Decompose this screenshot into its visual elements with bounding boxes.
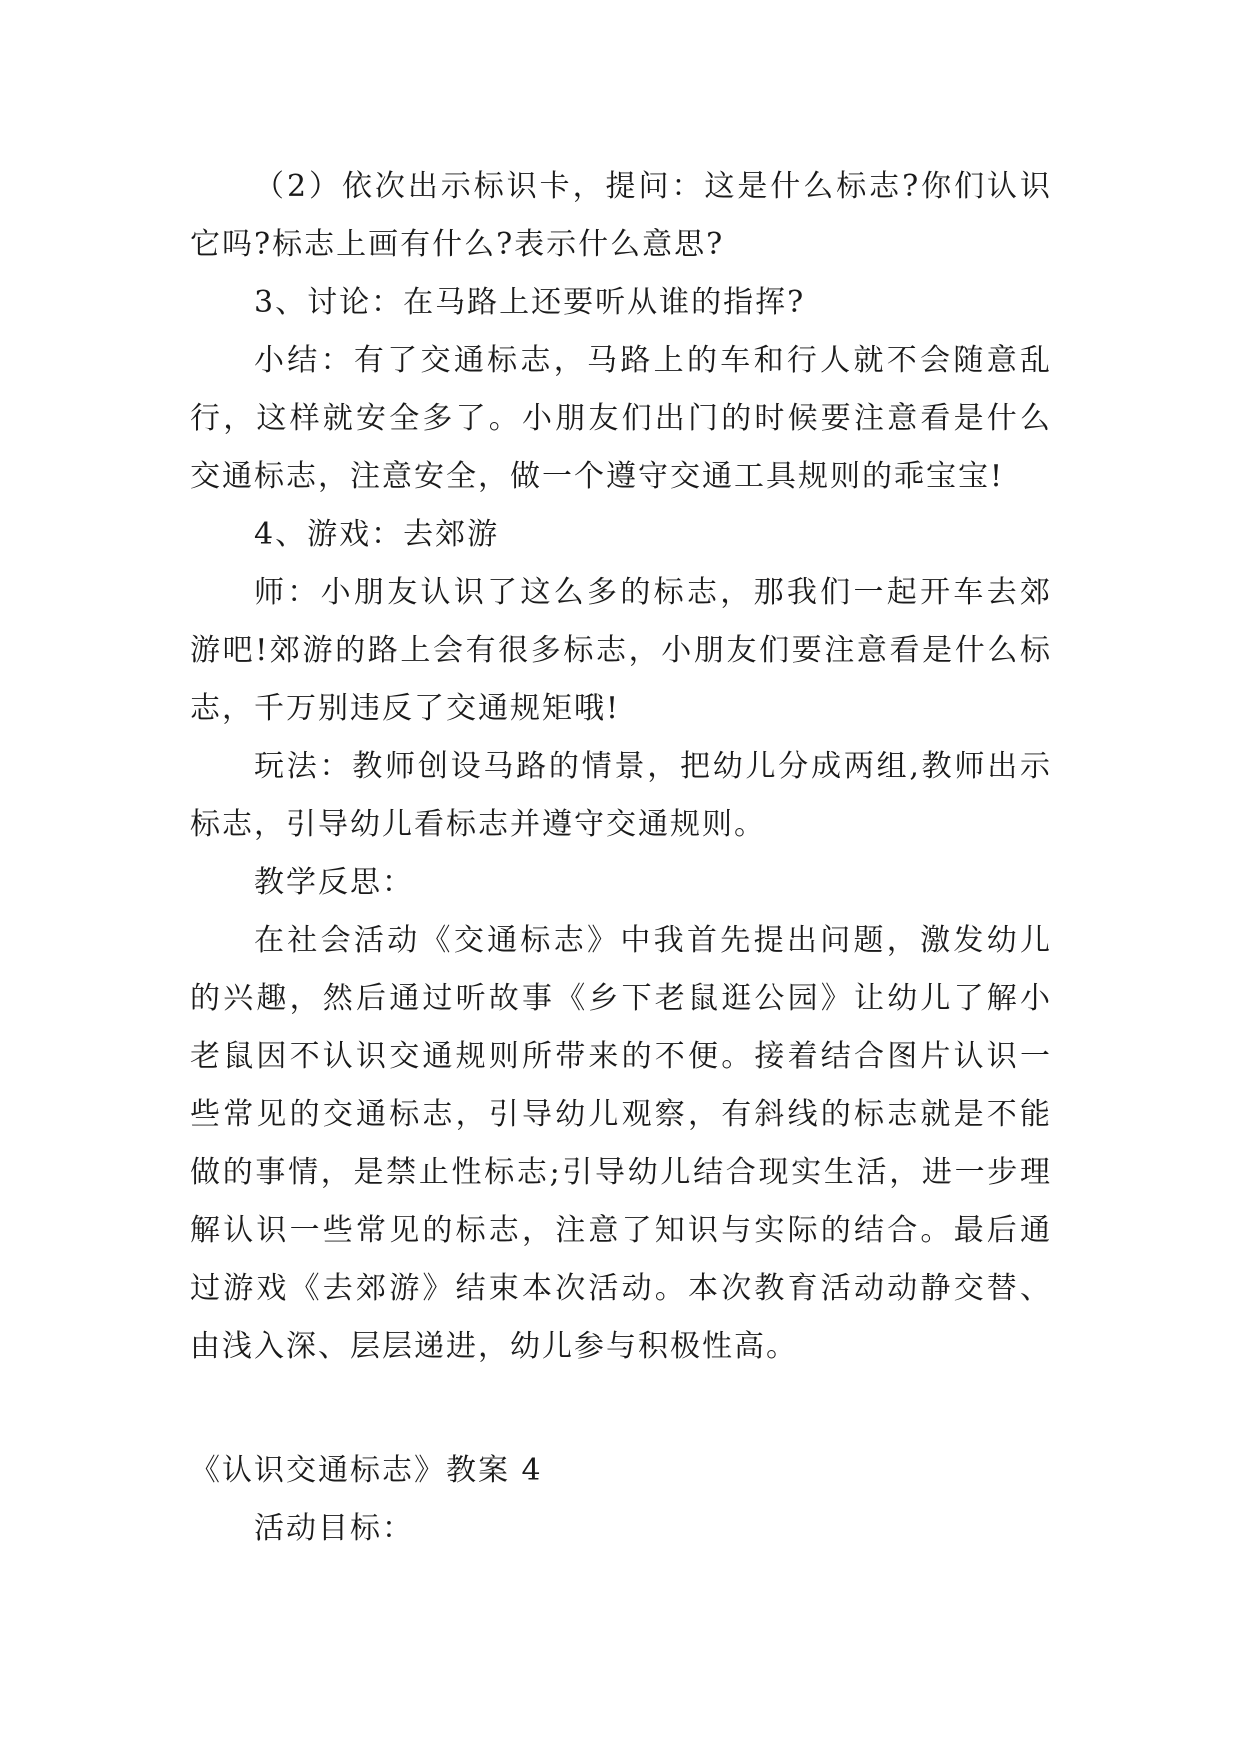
paragraph-discussion: 3、讨论：在马路上还要听从谁的指挥? bbox=[254, 285, 806, 320]
section-title: 《认识交通标志》教案 4 bbox=[190, 1453, 543, 1488]
paragraph-reflection-body: 在社会活动《交通标志》中我首先提出问题，激发幼儿的兴趣，然后通过听故事《乡下老鼠逛公园》让幼儿了解小老鼠因不认识交通规则所带来的不便。接着结合图片认识一些常见的交通标志，引导幼儿观察，有斜线的标志就是不能做的事情，是禁止性标志;引导幼儿结合现实生活，进一步理解认识一些常见的标志，注意了知识与实际的结合。最后通过游戏《去郊游》结束本次活动。本次教育活动动静交替、由浅入深、层层递进，幼儿参与积极性高。 bbox=[190, 923, 1052, 1364]
document-body bbox=[190, 158, 1052, 1558]
paragraph-game-title: 4、游戏：去郊游 bbox=[254, 517, 500, 552]
paragraph-reflection-heading: 教学反思： bbox=[254, 865, 414, 900]
paragraph-summary: 小结：有了交通标志，马路上的车和行人就不会随意乱行，这样就安全多了。小朋友们出门的时候要注意看是什么交通标志，注意安全，做一个遵守交通工具规则的乖宝宝! bbox=[190, 343, 1052, 494]
paragraph-activity-goals: 活动目标： bbox=[254, 1511, 414, 1546]
paragraph-gameplay: 玩法：教师创设马路的情景，把幼儿分成两组,教师出示标志，引导幼儿看标志并遵守交通规则。 bbox=[190, 749, 1052, 842]
paragraph-show-sign-cards: （2）依次出示标识卡，提问：这是什么标志?你们认识它吗?标志上画有什么?表示什么意思? bbox=[190, 169, 1052, 262]
paragraph-teacher-speech: 师：小朋友认识了这么多的标志，那我们一起开车去郊游吧!郊游的路上会有很多标志，小朋友们要注意看是什么标志，千万别违反了交通规矩哦! bbox=[190, 575, 1052, 726]
